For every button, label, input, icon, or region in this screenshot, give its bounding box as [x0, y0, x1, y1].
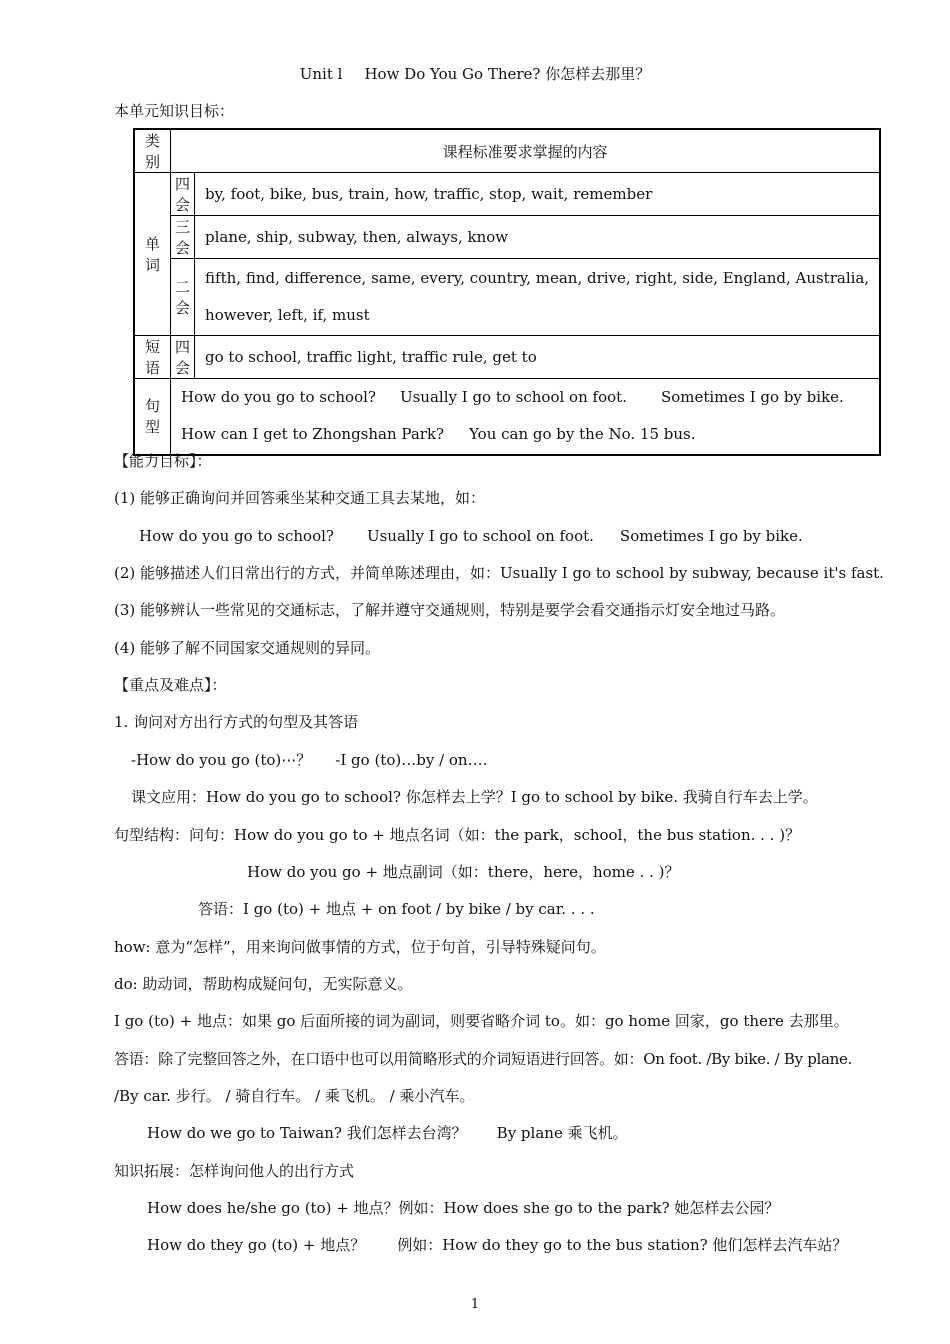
level-label: 三会: [171, 216, 195, 259]
igo-note: I go (to) + 地点：如果 go 后面所接的词为副词，则要省略介词 to。如：go home 回家，go there 去那里。: [114, 1012, 849, 1030]
example: 例如：How do they go to the bus station? 他们怎样去汽车站？: [397, 1236, 848, 1254]
extension-1: How does he/she go (to) + 地点？例如：How does she go to the park? 她怎样去公园？: [147, 1199, 780, 1217]
example: How do you go to school?: [139, 527, 334, 545]
answer-note-1: 答语：除了完整回答之外，在口语中也可以用简略形式的介词短语进行回答。如：On foot. /By bike. / By plane.: [114, 1050, 853, 1068]
table-cell: [195, 259, 881, 336]
sentence: Usually I go to school on foot.: [399, 388, 627, 407]
sentence: How do you go to school?: [181, 388, 376, 407]
example-taiwan: [147, 1126, 628, 1141]
page-number: 1: [470, 1297, 480, 1312]
pattern-line: [131, 753, 487, 768]
table-cell: go to school, traffic light, traffic rule, get to: [195, 336, 881, 379]
level-label: 四会: [171, 173, 195, 216]
level-label: 四会: [171, 336, 195, 379]
sentence: Sometimes I go by bike.: [660, 388, 844, 407]
example: By plane 乘飞机。: [496, 1124, 628, 1142]
table-header-category: 类别: [134, 129, 171, 173]
how-note: how: 意为“怎样”，用来询问做事情的方式，位于句首，引导特殊疑问句。: [114, 938, 606, 956]
pattern-answer: -I go (to)…by / on….: [335, 751, 488, 769]
unit-heading: How Do You Go There? 你怎样去那里？: [364, 65, 651, 83]
extension-2: [147, 1238, 847, 1253]
ability-item-2: (2) 能够描述人们日常出行的方式，并简单陈述理由，如：Usually I go to school by subway, because it's fast.: [114, 564, 884, 582]
ability-item-1: (1) 能够正确询问并回答乘坐某种交通工具去某地，如：: [114, 489, 486, 507]
sentence: How can I get to Zhongshan Park?: [181, 425, 445, 444]
ability-heading: 【能力目标】：: [114, 452, 212, 470]
ability-examples: [139, 529, 803, 544]
answer-note-2: /By car. 步行。 / 骑自行车。 / 乘飞机。 / 乘小汽车。: [114, 1087, 475, 1105]
table-header-content: 课程标准要求掌握的内容: [171, 129, 881, 173]
structure-question-2: How do you go + 地点副词（如：there，here，home . . )？: [247, 863, 680, 881]
cell-line: [181, 416, 869, 453]
pattern-question: -How do you go (to)⋯？: [131, 751, 312, 769]
objectives-label: 本单元知识目标：: [114, 102, 235, 120]
example: Sometimes I go by bike.: [619, 527, 803, 545]
cell-line: fifth, find, difference, same, every, country, mean, drive, right, side, England, Australia,: [205, 269, 870, 287]
example: How do they go (to) + 地点？: [147, 1236, 366, 1254]
key-points-heading: 【重点及难点】：: [114, 676, 227, 694]
category-phrases: 短语: [134, 336, 171, 379]
table-cell: [171, 379, 881, 455]
unit-label: Unit l: [299, 65, 343, 83]
structure-answer: 答语：I go (to) + 地点 + on foot / by bike / by car. . . .: [198, 900, 595, 918]
do-note: do: 助动词，帮助构成疑问句，无实际意义。: [114, 975, 413, 993]
level-label: 二会: [171, 259, 195, 336]
table-cell: plane, ship, subway, then, always, know: [195, 216, 881, 259]
ability-item-3: (3) 能够辨认一些常见的交通标志，了解并遵守交通规则，特别是要学会看交通指示灯安全地过马路。: [114, 601, 786, 619]
structure-question-1: 句型结构：问句：How do you go to + 地点名词（如：the park，school，the bus station. . . )？: [114, 826, 801, 844]
category-words: 单词: [134, 173, 171, 336]
cell-line: [181, 379, 869, 416]
objectives-table: [133, 128, 881, 456]
sentence: You can go by the No. 15 bus.: [469, 425, 696, 444]
cell-line: however, left, if, must: [205, 306, 370, 324]
ability-item-4: (4) 能够了解不同国家交通规则的异同。: [114, 639, 381, 657]
extension-heading: 知识拓展：怎样询问他人的出行方式: [114, 1162, 355, 1180]
page-title: [0, 67, 950, 82]
point-1: 1. 询问对方出行方式的句型及其答语: [114, 713, 359, 731]
table-cell: by, foot, bike, bus, train, how, traffic, stop, wait, remember: [195, 173, 881, 216]
example: Usually I go to school on foot.: [366, 527, 594, 545]
example: How do we go to Taiwan? 我们怎样去台湾？: [147, 1124, 467, 1142]
text-application: 课文应用：How do you go to school? 你怎样去上学？I go to school by bike. 我骑自行车去上学。: [131, 788, 818, 806]
category-sentences: 句型: [134, 379, 171, 455]
